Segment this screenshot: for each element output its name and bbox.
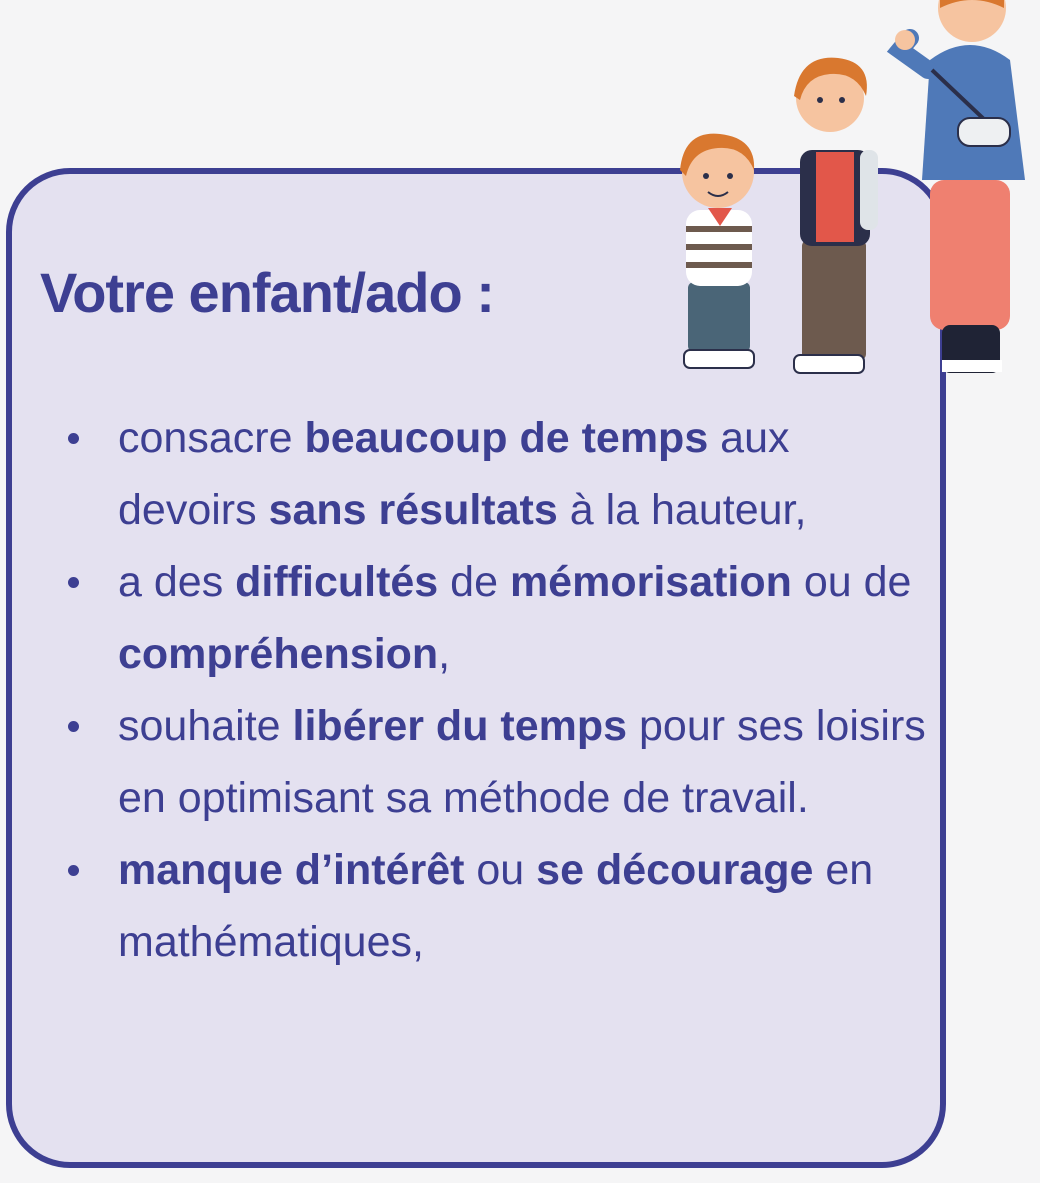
list-item: souhaite libérer du temps pour ses loisirs en optimisant sa méthode de travail. [68,690,928,834]
list-item: manque d’intérêt ou se décourage en mathématiques, [68,834,928,978]
bullet-list [68,402,928,978]
three-kids-illustration [660,0,1040,385]
list-item: consacre beaucoup de temps aux devoirs sans résultats à la hauteur, [68,402,928,546]
bullet-dot-icon [68,577,79,588]
bullet-dot-icon [68,433,79,444]
kid-striped-shirt-icon [680,134,754,368]
kid-backpack-icon [794,58,878,373]
card-title: Votre enfant/ado : [40,261,494,324]
list-item: a des difficultés de mémorisation ou de compréhension, [68,546,928,690]
bullet-dot-icon [68,865,79,876]
kid-hoodie-icon [895,0,1025,373]
bullet-dot-icon [68,721,79,732]
